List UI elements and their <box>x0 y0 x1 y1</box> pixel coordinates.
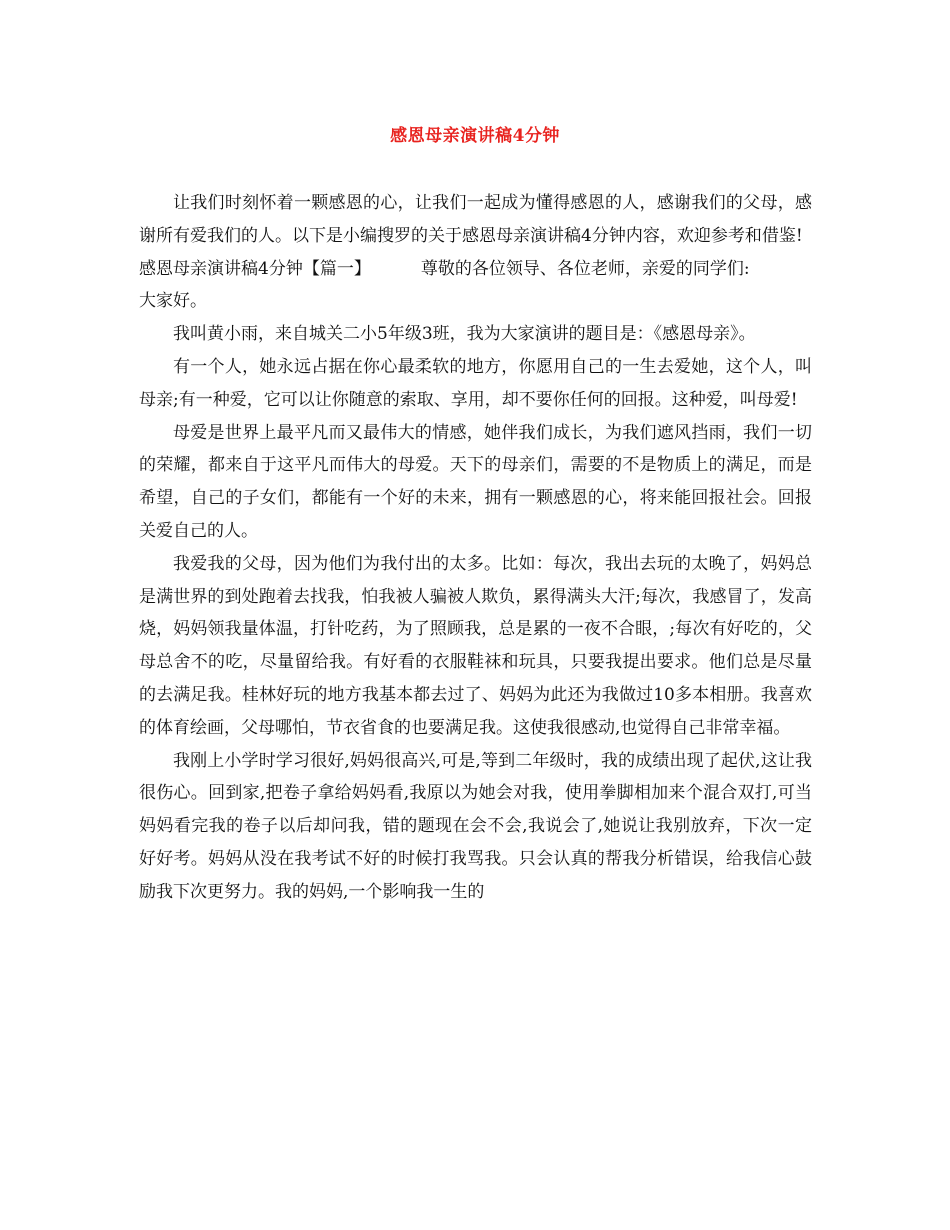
section-heading: 感恩母亲演讲稿4分钟【篇一】 <box>139 258 371 279</box>
document-body <box>139 187 812 909</box>
body-paragraph-2: 有一个人，她永远占据在你心最柔软的地方，你愿用自己的一生去爱她，这个人，叫母亲;有一种爱，它可以让你随意的索取、享用，却不要你任何的回报。这种爱，叫母爱! <box>139 356 812 410</box>
section-heading-line <box>139 253 812 286</box>
body-paragraph-5: 我刚上小学时学习很好,妈妈很高兴,可是,等到二年级时，我的成绩出现了起伏,这让我很伤心。回到家,把卷子拿给妈妈看,我原以为她会对我，使用拳脚相加来个混合双打,可当妈妈看完我的卷子以后却问我，错的题现在会不会,我说会了,她说让我别放弃，下次一定好好考。妈妈从没在我考试不好的时候打我骂我。只会认真的帮我分析错误，给我信心鼓励我下次更努力。我的妈妈,一个影响我一生的 <box>139 750 812 902</box>
body-paragraph-3: 母爱是世界上最平凡而又最伟大的情感，她伴我们成长，为我们遮风挡雨，我们一切的荣耀，都来自于这平凡而伟大的母爱。天下的母亲们，需要的不是物质上的满足，而是希望，自己的子女们，都能有一个好的未来，拥有一颗感恩的心，将来能回报社会。回报关爱自己的人。 <box>139 422 812 541</box>
intro-paragraph: 让我们时刻怀着一颗感恩的心，让我们一起成为懂得感恩的人，感谢我们的父母，感谢所有爱我们的人。以下是小编搜罗的关于感恩母亲演讲稿4分钟内容，欢迎参考和借鉴! <box>139 193 812 246</box>
greeting: 大家好。 <box>139 291 207 312</box>
body-paragraph-1: 我叫黄小雨，来自城关二小5年级3班，我为大家演讲的题目是：《感恩母亲》。 <box>173 324 756 345</box>
body-paragraph-4: 我爱我的父母，因为他们为我付出的太多。比如：每次，我出去玩的太晚了，妈妈总是满世界的到处跑着去找我，怕我被人骗被人欺负，累得满头大汗;每次，我感冒了，发高烧，妈妈领我量体温，打针吃药，为了照顾我，总是累的一夜不合眼，;每次有好吃的，父母总舍不的吃，尽量留给我。有好看的衣服鞋袜和玩具，只要我提出要求。他们总是尽量的去满足我。桂林好玩的地方我基本都去过了、妈妈为此还为我做过10多本相册。我喜欢的体育绘画，父母哪怕，节衣省食的也要满足我。这使我很感动,也觉得自己非常幸福。 <box>139 553 812 738</box>
salutation: 尊敬的各位领导、各位老师，亲爱的同学们: <box>420 258 750 279</box>
document-title: 感恩母亲演讲稿4分钟 <box>390 126 560 146</box>
